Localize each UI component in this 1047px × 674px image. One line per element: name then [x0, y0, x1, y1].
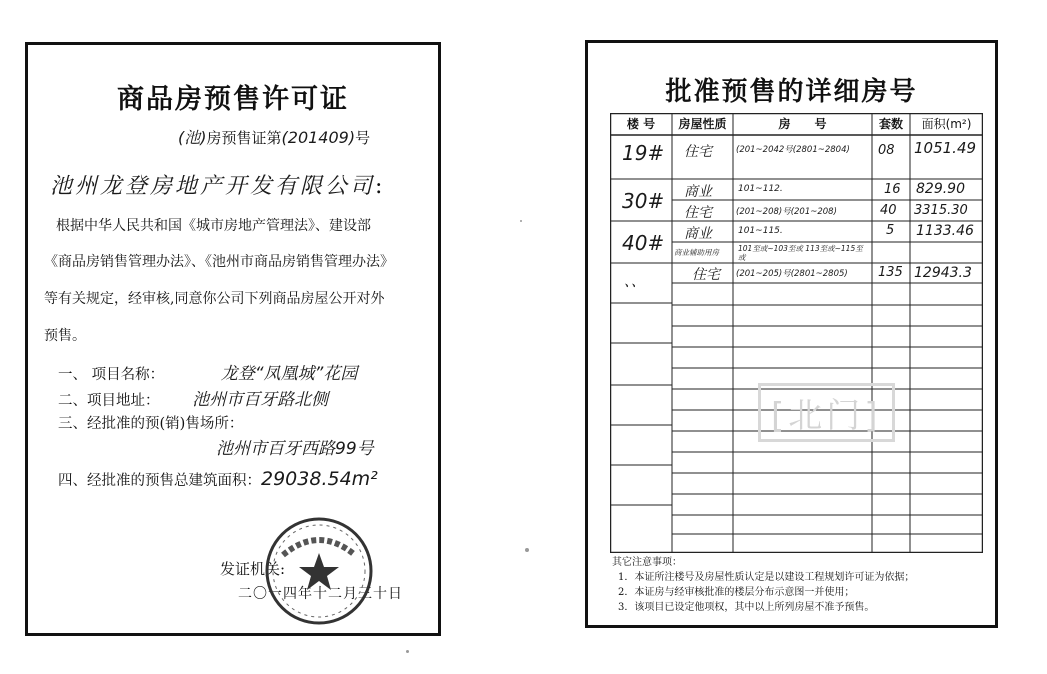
note-1: 1．本证所注楼号及房屋性质认定是以建设工程规划许可证为依据； [618, 572, 915, 583]
total-area-label: 四、经批准的预售总建筑面积： [58, 473, 261, 489]
body-line-4: 预售。 [44, 328, 86, 344]
row-count: 135 [878, 265, 903, 280]
row-area: 12943.3 [914, 265, 972, 281]
total-area-value: 29038.54m² [261, 468, 378, 490]
header-type: 房屋性质 [678, 117, 727, 131]
row-type: 住宅 [684, 144, 712, 160]
row-rooms: (201~208)号(201~208) [736, 207, 837, 217]
room-details-panel [585, 40, 998, 628]
row-area: 829.90 [916, 181, 965, 197]
row-rooms: (201~205)号(2801~2805) [736, 269, 848, 279]
row-count: 5 [886, 223, 895, 238]
project-address-label: 二、项目地址： [58, 393, 160, 409]
row-count: 08 [878, 143, 895, 158]
row-building: 19# [622, 141, 665, 165]
project-address-row [58, 385, 328, 410]
permit-prefix: (池) [178, 128, 207, 147]
room-details-title: 批准预售的详细房号 [665, 77, 918, 107]
project-name-row [58, 359, 357, 384]
table-grid [610, 113, 983, 553]
row-count: 16 [884, 182, 901, 197]
company-name [50, 169, 385, 200]
row-area: 1051.49 [914, 139, 977, 157]
header-building: 楼 号 [626, 117, 656, 131]
row-count: 40 [880, 203, 897, 218]
header-rooms: 房 号 [778, 117, 827, 131]
note-3: 3．该项目已设定他项权，其中以上所列房屋不准予预售。 [618, 602, 875, 613]
body-line-1: 根据中华人民共和国《城市房地产管理法》、建设部 [56, 218, 371, 234]
note-2: 2．本证房与经审核批准的楼层分布示意图一并使用； [618, 587, 855, 598]
official-seal-icon [263, 515, 375, 627]
scan-speck [406, 650, 409, 653]
row-building: 30# [622, 189, 665, 213]
scan-speck [520, 220, 522, 222]
permit-number: (201409) [281, 128, 356, 147]
row-area: 3315.30 [914, 203, 968, 218]
row-area: 1133.46 [916, 223, 974, 239]
permit-title: 商品房预售许可证 [117, 84, 349, 115]
row-type: 住宅 [684, 205, 712, 221]
sales-venue-label: 三、经批准的预(销)售场所： [58, 416, 244, 432]
faint-watermark: [北门] [758, 383, 895, 442]
row-rooms: 101~115. [738, 226, 783, 236]
company-name-handwritten: 池州龙登房地产开发有限公司 [50, 174, 376, 199]
notes-title: 其它注意事项： [612, 557, 682, 568]
permit-number-line [178, 125, 370, 148]
permit-suffix: 号 [355, 129, 371, 147]
sales-venue-value-row [216, 434, 374, 459]
room-details-table [610, 113, 983, 591]
body-line-2: 《商品房销售管理办法》、《池州市商品房销售管理办法》 [44, 254, 394, 270]
row-rooms: 101至或~103至或 113至或~115至或 [738, 244, 863, 262]
notes-section [612, 555, 914, 615]
row-building: 、、 [624, 274, 645, 290]
company-colon: : [375, 174, 386, 199]
total-area-row [58, 468, 378, 490]
sales-venue-label-row [58, 412, 243, 433]
row-building: 40# [622, 231, 665, 255]
issuing-authority: 发证机关: [220, 560, 286, 578]
presale-permit-panel [25, 42, 441, 636]
row-type: 商业辅助用房 [674, 248, 719, 257]
project-name-label: 一、 项目名称： [58, 367, 165, 383]
header-count: 套数 [878, 117, 903, 131]
body-line-3: 等有关规定，经审核,同意你公司下列商品房屋公开对外 [44, 291, 385, 307]
row-rooms: (201~2042号(2801~2804) [736, 145, 850, 155]
permit-label: 房预售证第 [206, 129, 282, 147]
scan-speck [525, 548, 529, 552]
header-area: 面积(m²) [921, 117, 972, 131]
project-name-value: 龙登“凤凰城”花园 [220, 364, 358, 384]
row-rooms: 101~112. [738, 184, 783, 194]
row-type: 商业 [684, 226, 712, 242]
row-type: 住宅 [692, 267, 720, 283]
sales-venue-value: 池州市百牙西路99号 [216, 439, 374, 459]
project-address-value: 池州市百牙路北侧 [192, 390, 329, 410]
row-type: 商业 [684, 184, 712, 200]
issue-date: 二〇一四年十二月三十日 [238, 586, 403, 602]
